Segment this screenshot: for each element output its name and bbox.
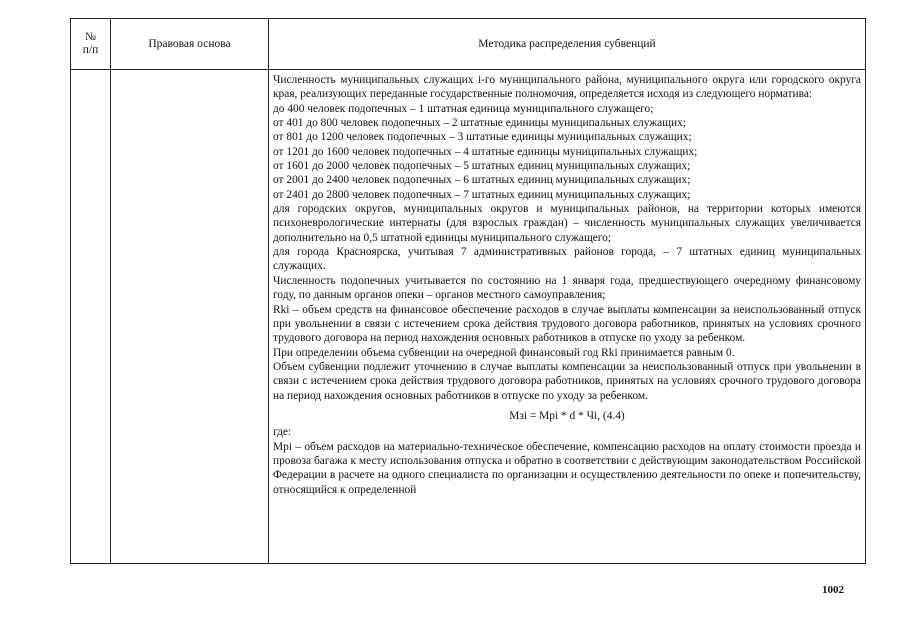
- paragraph: Численность подопечных учитывается по состоянию на 1 января года, предшествующего очередному финансовому году, по данным органов опеки – органов местного самоуправления;: [273, 274, 861, 302]
- header-number-line1: №: [85, 31, 96, 43]
- where-label: где:: [273, 426, 292, 439]
- header-legal-basis: Правовая основа: [111, 19, 269, 70]
- paragraph: Объем субвенции подлежит уточнению в случае выплаты компенсации за неиспользованный отпуск при увольнении в связи с истечением срока действия трудового договора работников, принятых на условиях срочного трудового договора на период нахождения основных работников в отпуске по уходу за ребенком.: [273, 360, 861, 402]
- body-row: [71, 70, 866, 564]
- paragraph: до 400 человек подопечных – 1 штатная единица муниципального служащего;: [273, 102, 654, 115]
- header-number: [71, 19, 111, 70]
- paragraph: от 1601 до 2000 человек подопечных – 5 штатных единиц муниципальных служащих;: [273, 160, 691, 173]
- number-cell: [71, 70, 111, 564]
- formula: Mзi = Mpi * d * Чi, (4.4): [509, 409, 625, 422]
- paragraph: от 2001 до 2400 человек подопечных – 6 штатных единиц муниципальных служащих;: [273, 174, 691, 187]
- header-number-line2: п/п: [82, 44, 99, 56]
- header-methodology: Методика распределения субвенций: [269, 19, 866, 70]
- paragraph: для городских округов, муниципальных округов и муниципальных районов, на территории которых имеются психоневрологические интернаты (для взрослых граждан) – численность муниципальных служащих увеличивается дополнительно на 0,5 штатной единицы муниципального служащего;: [273, 203, 861, 244]
- paragraph: от 401 до 800 человек подопечных – 2 штатные единицы муниципальных служащих;: [273, 117, 686, 130]
- paragraph: от 1201 до 1600 человек подопечных – 4 штатные единицы муниципальных служащих;: [273, 145, 698, 158]
- paragraph: от 2401 до 2800 человек подопечных – 7 штатных единиц муниципальных служащих;: [273, 188, 691, 201]
- methodology-text: [269, 70, 865, 563]
- paragraph: Mpi – объем расходов на материально-техническое обеспечение, компенсацию расходов на оплату стоимости проезда и провоза багажа к месту использования отпуска и обратно в соответствии с действующим законодательством Российской Федерации в расчете на одного специалиста по организации и осуществлению деятельности по опеке и попечительству, относящийся к определенной: [273, 440, 861, 496]
- methodology-cell: [269, 70, 866, 564]
- header-row: [71, 19, 866, 70]
- paragraph: Численность муниципальных служащих i-го муниципального района, муниципального округа или городского округа края, реализующих переданные государственные полномочия, определяется исходя из следующего норматива:: [273, 74, 861, 101]
- legal-basis-cell: [111, 70, 269, 564]
- page-number: 1002: [822, 584, 844, 596]
- paragraph: При определении объема субвенции на очередной финансовый год Rki принимается равным 0.: [273, 346, 735, 359]
- subvention-table: [70, 18, 866, 564]
- paragraph: Rki – объем средств на финансовое обеспечение расходов в случае выплаты компенсации за неиспользованный отпуск при увольнении в связи с истечением срока действия трудового договора работников, принятых на условиях срочного трудового договора на период нахождения основных работников в отпуске по уходу за ребенком.: [273, 303, 861, 345]
- paragraph: для города Красноярска, учитывая 7 административных районов города, – 7 штатных единиц муниципальных служащих.: [273, 246, 861, 273]
- paragraph: от 801 до 1200 человек подопечных – 3 штатные единицы муниципальных служащих;: [273, 131, 692, 144]
